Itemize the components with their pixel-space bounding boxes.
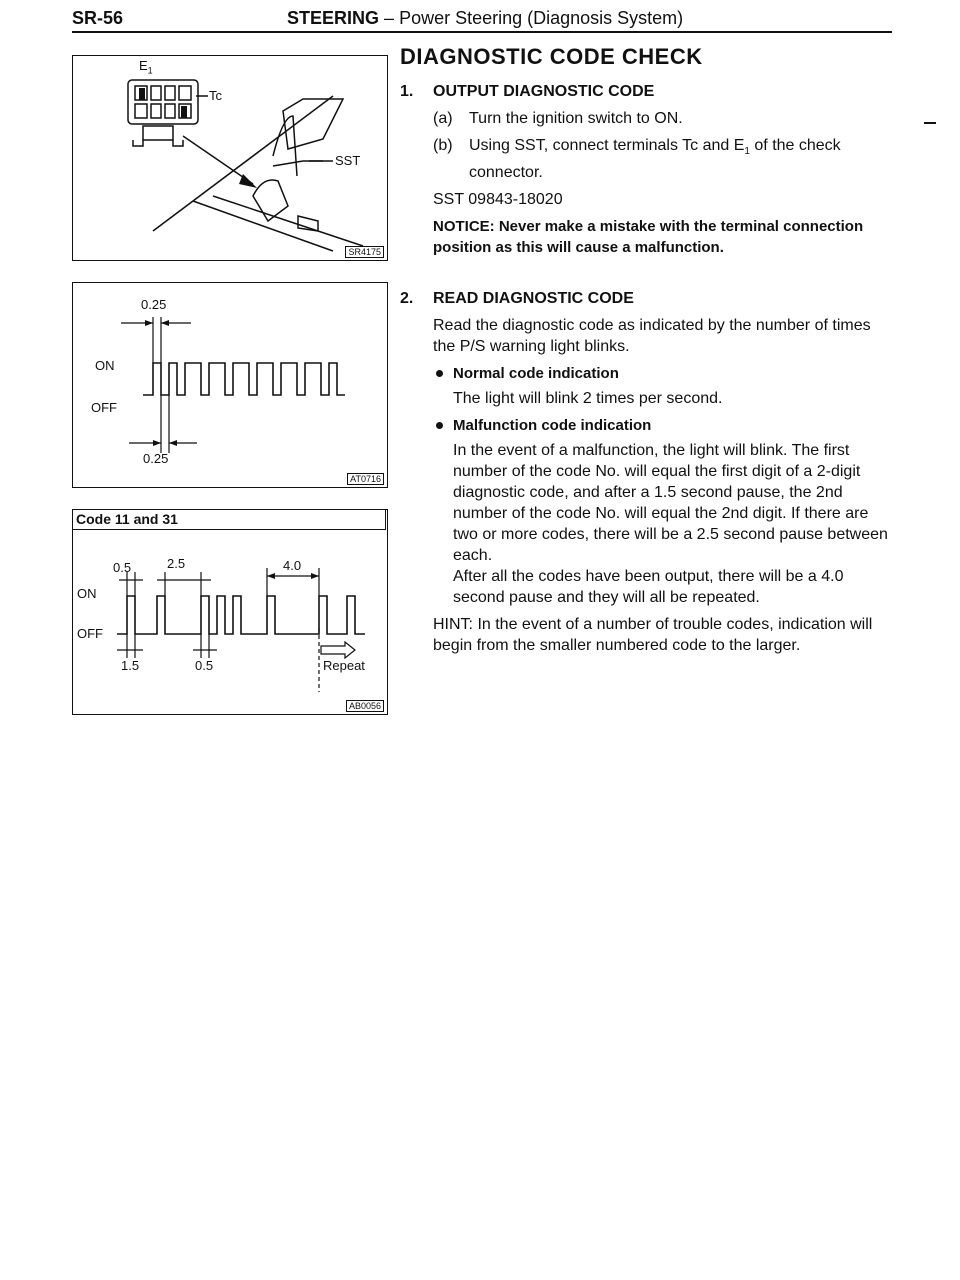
notice-text: NOTICE: Never make a mistake with the terminal connection position as this will cause a malfunction. xyxy=(433,218,864,257)
label-duration-top: 0.25 xyxy=(141,297,167,312)
label-e1-sub: 1 xyxy=(147,65,153,76)
label-repeat: Repeat xyxy=(323,658,365,673)
content-column xyxy=(400,46,895,662)
label-15: 1.5 xyxy=(121,658,140,673)
step-1a-tag: (a) xyxy=(433,110,453,127)
step-2-intro: Read the diagnostic code as indicated by the number of times the P/S warning light blinks. xyxy=(433,317,871,356)
figure-id: AT0716 xyxy=(347,473,384,485)
step-1b-tag: (b) xyxy=(433,137,453,154)
step-1b-text xyxy=(469,135,889,183)
label-e1 xyxy=(139,58,153,76)
normal-code-waveform xyxy=(73,283,387,487)
malfunction-code-title: Malfunction code indication xyxy=(453,417,652,435)
label-tc: Tc xyxy=(209,88,222,103)
malfunction-code-text-2: After all the codes have been output, there will be a 4.0 second pause and they will all be repeated. xyxy=(453,568,844,607)
label-off: OFF xyxy=(77,626,103,641)
header-section: STEERING xyxy=(287,8,380,28)
step-1b xyxy=(400,135,895,183)
label-duration-bottom: 0.25 xyxy=(143,451,169,466)
step-2-heading xyxy=(400,288,895,309)
normal-code-title: Normal code indication xyxy=(453,365,619,383)
label-05-bottom: 0.5 xyxy=(195,658,214,673)
step-2-title: READ DIAGNOSTIC CODE xyxy=(433,290,634,308)
label-on: ON xyxy=(77,586,97,601)
figure-id: AB0056 xyxy=(346,700,384,712)
header-subtitle: Power Steering (Diagnosis System) xyxy=(399,8,684,28)
step-1b-text-1: Using SST, connect terminals Tc and E xyxy=(469,137,745,154)
figure-title: Code 11 and 31 xyxy=(72,509,386,530)
normal-code-heading xyxy=(400,363,895,384)
malfunction-code-waveform xyxy=(73,510,387,714)
figure-connector xyxy=(72,55,388,261)
step-1b-text-2: of the check connector. xyxy=(469,137,841,182)
figure-normal-code xyxy=(72,282,388,488)
label-e1-text: E xyxy=(139,58,148,73)
page-number: SR-56 xyxy=(72,8,124,28)
label-off: OFF xyxy=(91,400,117,415)
malfunction-code-heading xyxy=(400,415,895,436)
step-1b-sub: 1 xyxy=(744,146,750,158)
page-title: DIAGNOSTIC CODE CHECK xyxy=(400,44,703,69)
step-2-number: 2. xyxy=(400,290,414,308)
bullet-icon xyxy=(436,422,443,429)
label-05-top: 0.5 xyxy=(113,560,132,575)
figure-malfunction-code xyxy=(72,509,388,715)
malfunction-code-text-1: In the event of a malfunction, the light will blink. The first number of the code No. will equal the first digit of a 2-digit diagnostic code, and after a 1.5 second pause, the 2nd number of the code No. will equal the 2nd digit. If there are two or more codes, there will be a 2.5 second pause between each. xyxy=(453,442,888,565)
step-1-number: 1. xyxy=(400,83,414,100)
figure-id: SR4175 xyxy=(345,246,384,258)
label-sst: SST xyxy=(335,153,361,168)
header-separator: – xyxy=(384,8,395,28)
step-1-heading xyxy=(400,81,895,102)
label-40: 4.0 xyxy=(283,558,302,573)
page-header xyxy=(72,4,892,30)
header-title xyxy=(287,8,683,29)
hint-text: HINT: In the event of a number of trouble codes, indication will begin from the smaller numbered code to the larger. xyxy=(433,616,873,655)
margin-mark xyxy=(924,122,936,124)
normal-code-text: The light will blink 2 times per second. xyxy=(453,390,723,408)
sst-number: SST 09843-18020 xyxy=(433,191,563,209)
label-on: ON xyxy=(95,358,115,373)
step-1-title: OUTPUT DIAGNOSTIC CODE xyxy=(433,83,655,100)
bullet-icon xyxy=(436,370,443,377)
label-25: 2.5 xyxy=(167,556,186,571)
header-rule xyxy=(72,31,892,33)
step-1a xyxy=(400,108,895,129)
step-1a-text: Turn the ignition switch to ON. xyxy=(469,110,683,127)
